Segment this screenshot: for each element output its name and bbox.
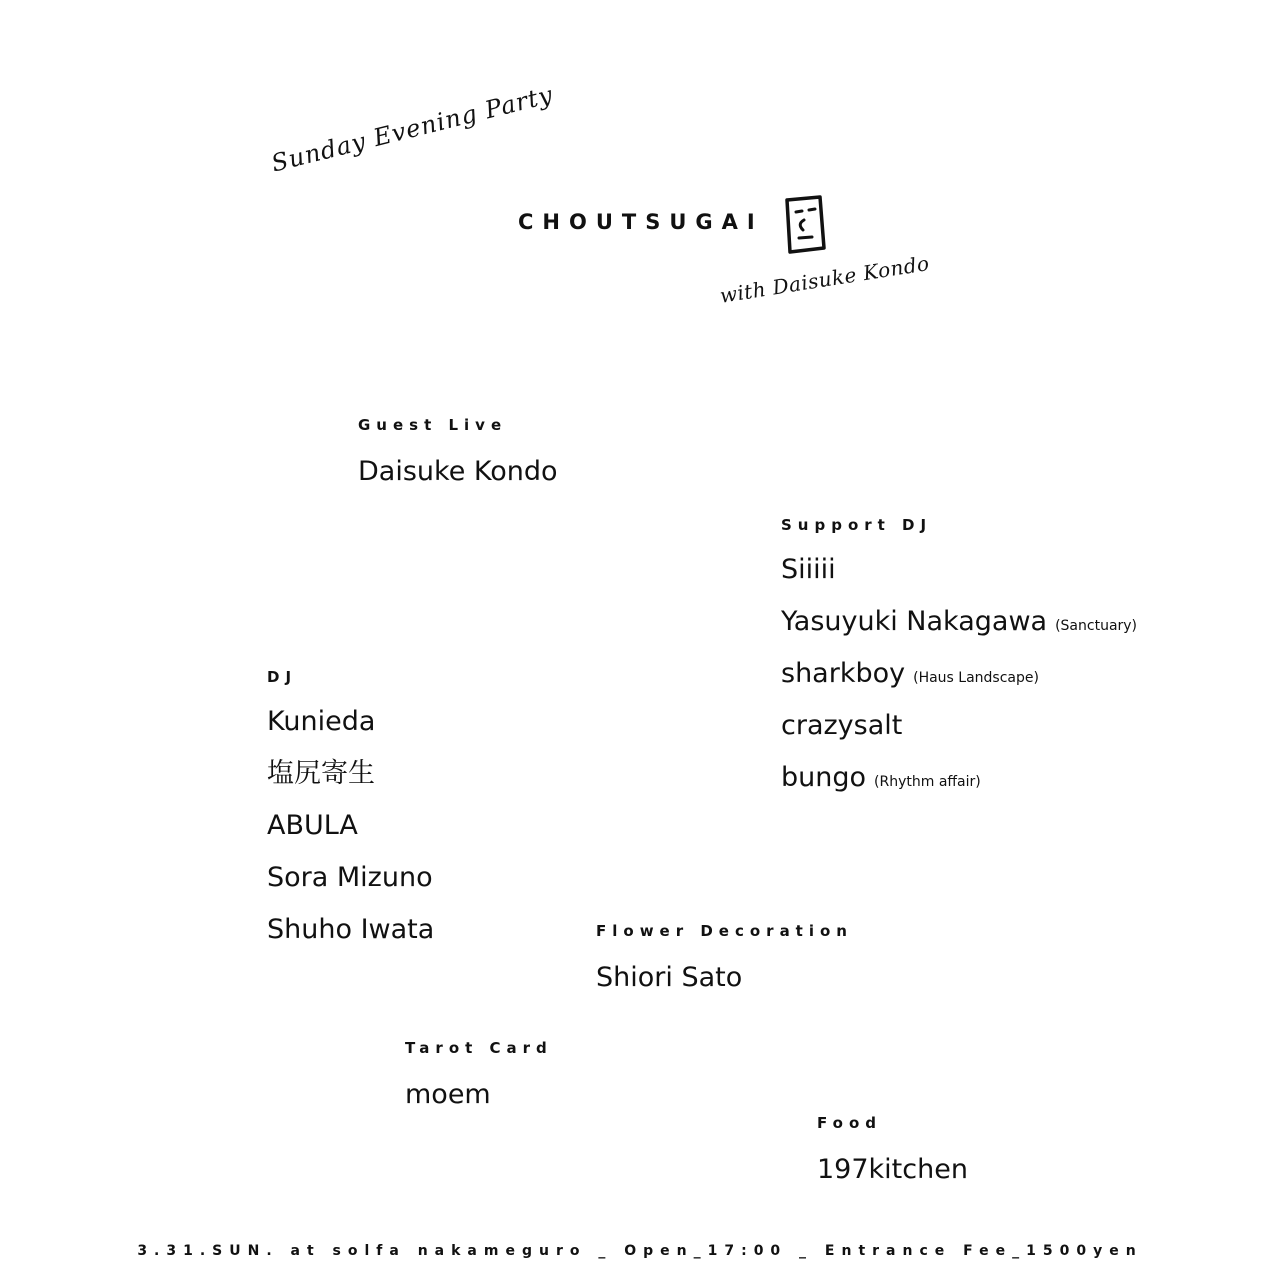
support-dj-heading: Support DJ bbox=[781, 516, 933, 534]
artist-name: Siiiii bbox=[781, 554, 836, 585]
list-item bbox=[781, 596, 1137, 648]
list-item bbox=[781, 752, 1137, 804]
guest-live-heading: Guest Live bbox=[358, 416, 508, 434]
artist-note: (Rhythm affair) bbox=[874, 774, 981, 790]
flower-decoration-name: Shiori Sato bbox=[596, 962, 743, 993]
list-item: ABULA bbox=[267, 810, 358, 841]
artist-name: sharkboy bbox=[781, 658, 906, 689]
artist-note: (Haus Landscape) bbox=[913, 670, 1039, 686]
artist-name: bungo bbox=[781, 762, 867, 793]
face-card-icon bbox=[778, 194, 828, 256]
food-name: 197kitchen bbox=[817, 1154, 968, 1185]
list-item: Sora Mizuno bbox=[267, 862, 433, 893]
tarot-card-name: moem bbox=[405, 1079, 491, 1110]
tarot-card-heading: Tarot Card bbox=[405, 1039, 553, 1057]
flower-decoration-section bbox=[596, 922, 853, 993]
food-section bbox=[817, 1114, 968, 1185]
artist-note: (Sanctuary) bbox=[1055, 618, 1138, 634]
tarot-card-section bbox=[405, 1039, 553, 1110]
event-info-footer: 3.31.SUN. at solfa nakameguro _ Open_17:00 _ Entrance Fee_1500yen bbox=[137, 1243, 1143, 1259]
brand-title: CHOUTSUGAI bbox=[518, 210, 764, 234]
tagline: Sunday Evening Party bbox=[268, 80, 556, 178]
dj-heading: DJ bbox=[267, 668, 298, 686]
support-dj-section bbox=[781, 516, 1137, 804]
guest-live-section bbox=[358, 416, 558, 487]
list-item bbox=[781, 544, 1137, 596]
subtitle: with Daisuke Kondo bbox=[718, 251, 932, 308]
flower-decoration-heading: Flower Decoration bbox=[596, 922, 853, 940]
dj-list bbox=[267, 696, 434, 956]
guest-live-name: Daisuke Kondo bbox=[358, 456, 558, 487]
artist-name: Yasuyuki Nakagawa bbox=[781, 606, 1048, 637]
list-item: Shuho Iwata bbox=[267, 914, 435, 945]
food-heading: Food bbox=[817, 1114, 882, 1132]
list-item: Kunieda bbox=[267, 706, 376, 737]
list-item bbox=[781, 648, 1137, 700]
artist-name: crazysalt bbox=[781, 710, 903, 741]
support-dj-list bbox=[781, 544, 1137, 804]
list-item bbox=[781, 700, 1137, 752]
dj-section bbox=[267, 668, 434, 956]
list-item: 塩尻寄生 bbox=[267, 758, 375, 789]
